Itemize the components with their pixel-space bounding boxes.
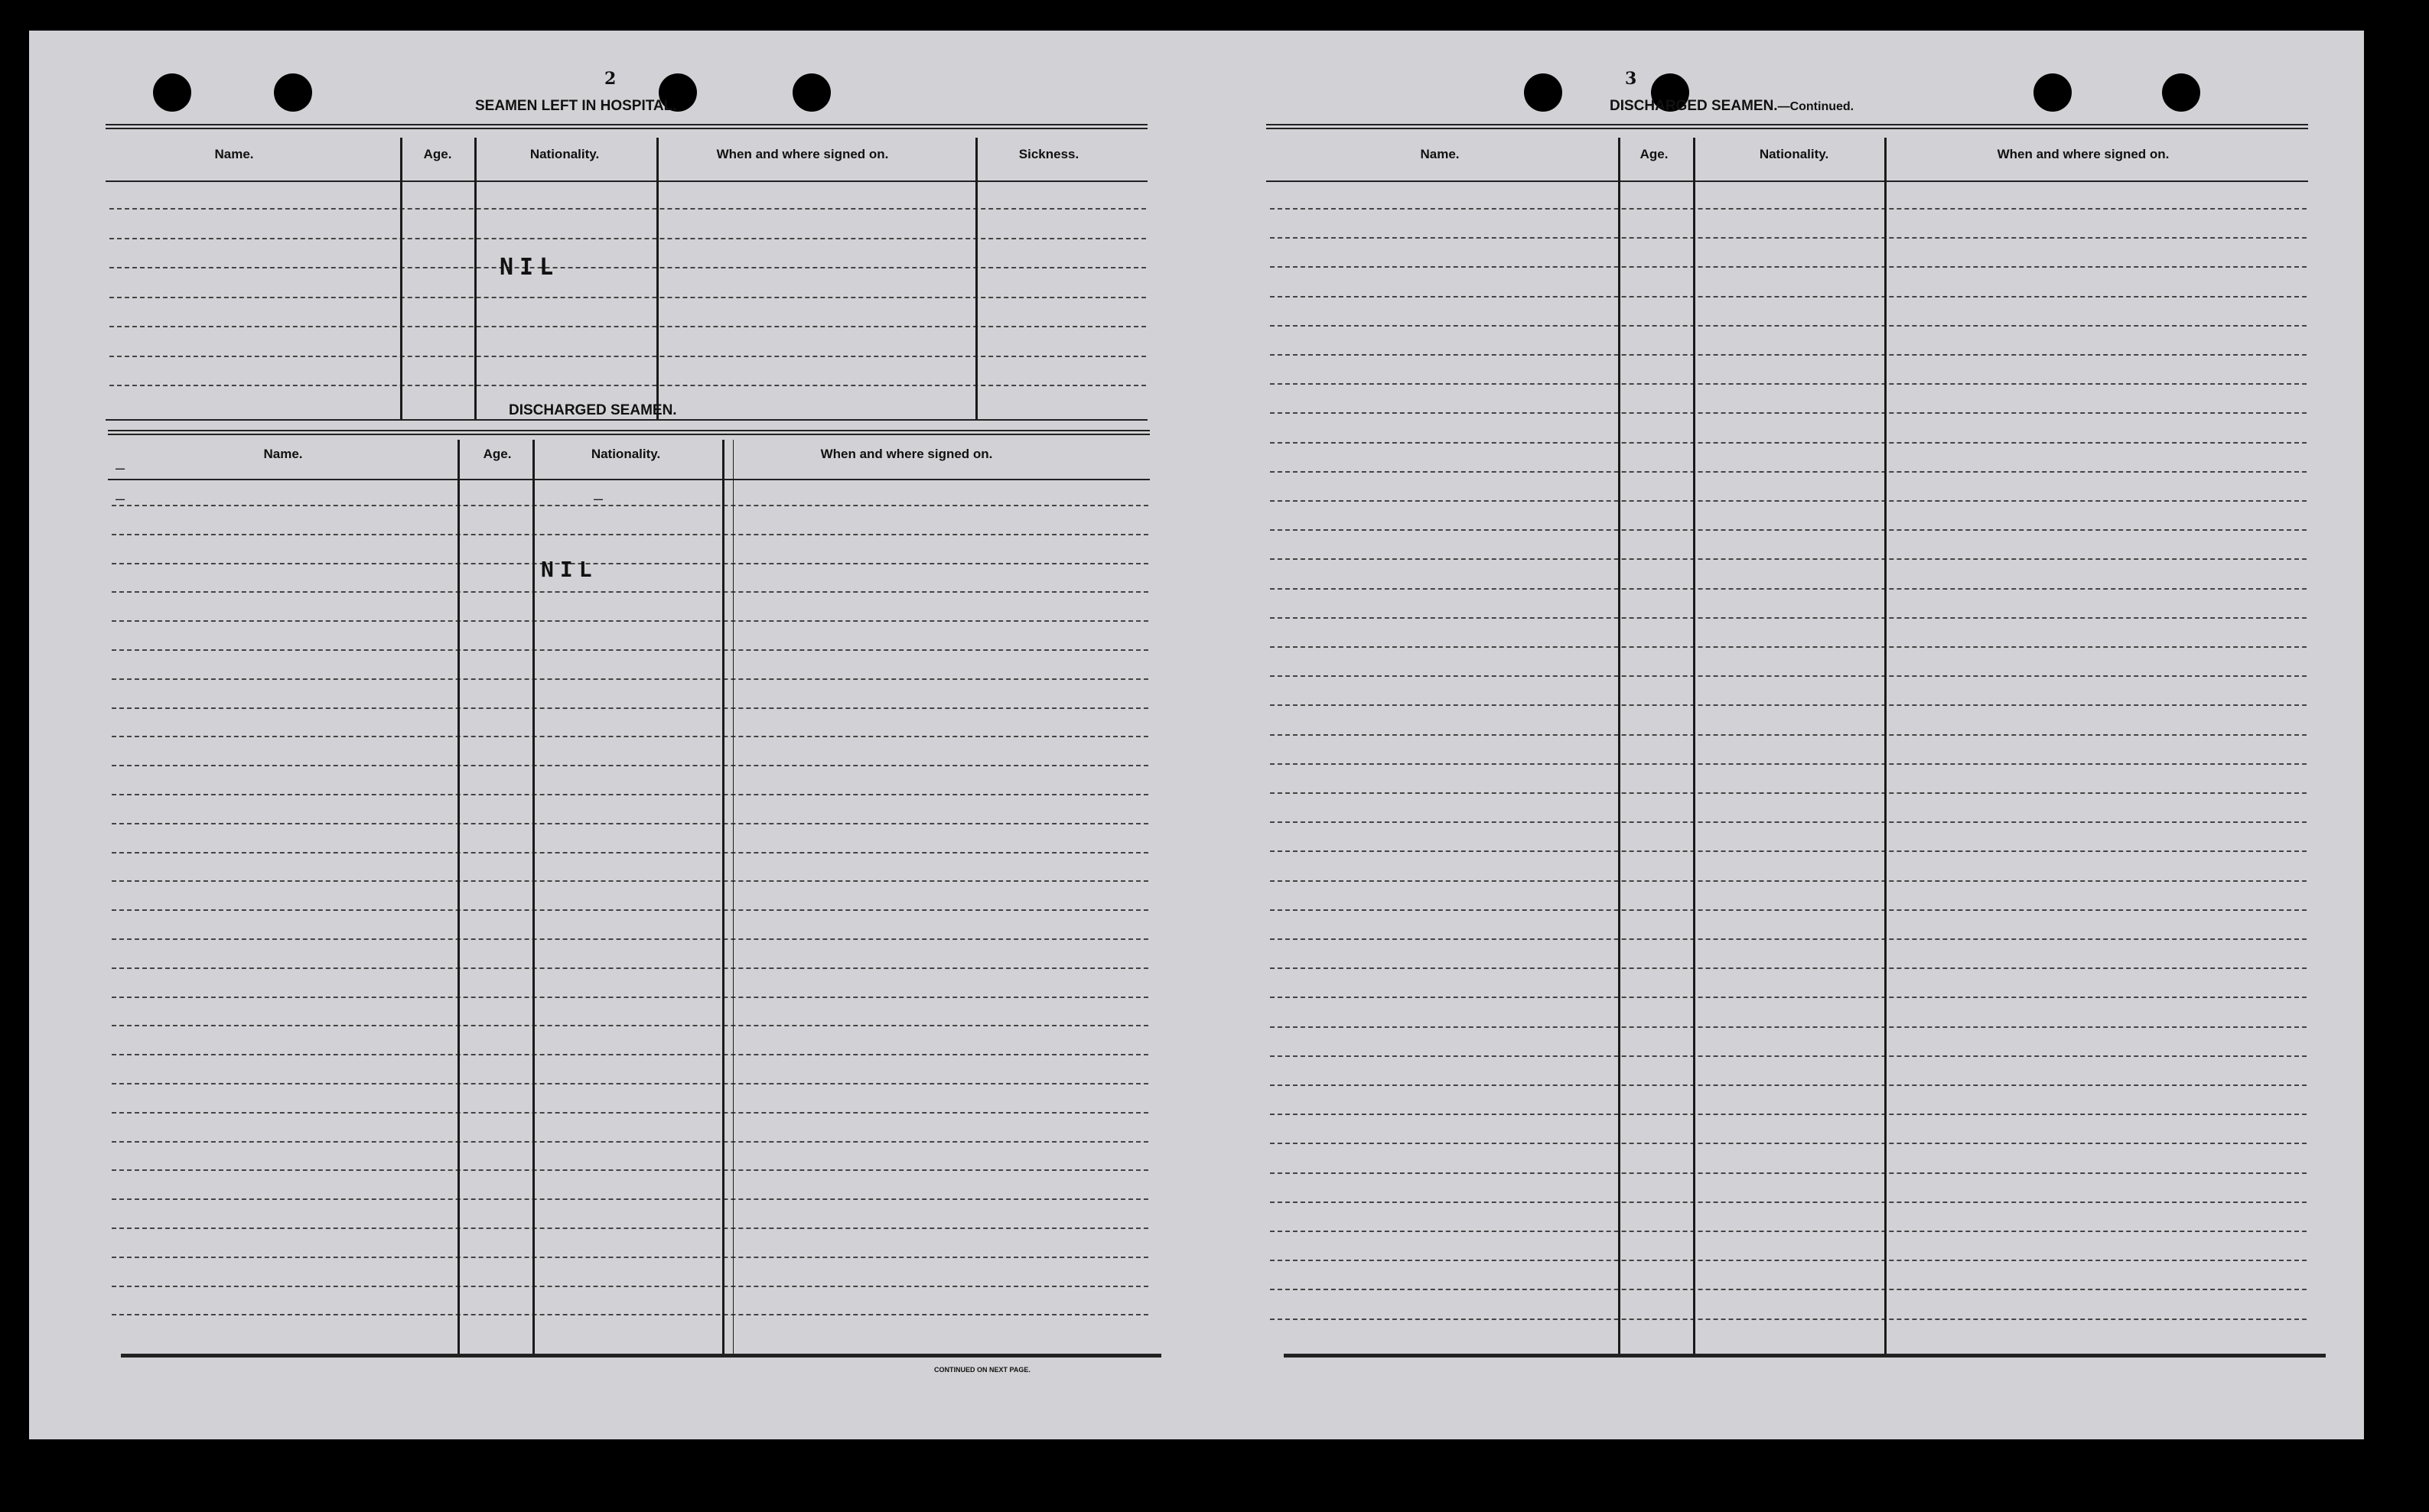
ruled-line (1270, 558, 2307, 560)
ruled-line (109, 326, 1146, 327)
header-rule (1266, 180, 2308, 182)
table-bottom-rule (1284, 1354, 2326, 1358)
ruled-line (112, 823, 1148, 824)
column-header-age: Age. (423, 147, 452, 161)
ruled-line (1270, 821, 2307, 823)
ruled-line (1270, 1114, 2307, 1115)
ruled-line (1270, 442, 2307, 444)
ruled-line (112, 591, 1148, 593)
header-rule (108, 479, 1150, 480)
ruled-line (1270, 938, 2307, 940)
column-divider (975, 138, 978, 421)
column-divider (532, 440, 535, 1354)
header-rule (106, 180, 1148, 182)
ruled-line (112, 1112, 1148, 1114)
column-divider (1884, 138, 1887, 1354)
column-divider (474, 138, 477, 421)
column-header-age: Age. (1639, 147, 1669, 161)
column-header-name: Name. (263, 447, 303, 461)
ruled-line (1270, 325, 2307, 327)
ruled-line (1270, 500, 2307, 502)
blank-mark: – (116, 459, 125, 477)
ruled-line (112, 1054, 1148, 1055)
punch-hole (2033, 73, 2072, 112)
column-divider (656, 138, 659, 421)
ruled-line (112, 1025, 1148, 1026)
column-divider (1693, 138, 1695, 1354)
ruled-line (1270, 1260, 2307, 1261)
ruled-line (1270, 734, 2307, 736)
ruled-line (1270, 412, 2307, 414)
ruled-line (112, 1169, 1148, 1171)
ruled-line (112, 938, 1148, 940)
column-divider (1618, 138, 1620, 1354)
ruled-line (1270, 909, 2307, 911)
blank-mark: – (594, 489, 604, 508)
column-header-nationality: Nationality. (591, 447, 661, 461)
punch-hole (2162, 73, 2200, 112)
ruled-line (112, 794, 1148, 795)
column-header-signed-on: When and where signed on. (820, 447, 993, 461)
ruled-line (112, 880, 1148, 882)
punch-hole (1524, 73, 1562, 112)
ruled-line (112, 1198, 1148, 1200)
ruled-line (1270, 1084, 2307, 1086)
table-top-rule (106, 124, 1148, 129)
column-header-name: Name. (214, 147, 254, 161)
section-rule (106, 419, 1148, 421)
ruled-line (109, 238, 1146, 239)
column-header-signed-on: When and where signed on. (1997, 147, 2170, 161)
ruled-line (112, 967, 1148, 969)
ruled-line (1270, 850, 2307, 852)
punch-hole (793, 73, 831, 112)
punch-hole (274, 73, 312, 112)
document-sheet (29, 31, 2364, 1439)
table-top-rule (1266, 124, 2308, 129)
ruled-line (112, 563, 1148, 564)
title-main: DISCHARGED SEAMEN. (1610, 98, 1778, 114)
ruled-line (112, 1314, 1148, 1315)
ruled-line (1270, 354, 2307, 356)
ruled-line (1270, 675, 2307, 677)
continued-note: CONTINUED ON NEXT PAGE. (934, 1366, 1031, 1374)
discharged-continued-title (1610, 98, 1854, 115)
table-top-rule (108, 430, 1150, 435)
punch-hole (153, 73, 191, 112)
discharged-nil-entry: NIL (541, 557, 598, 582)
ruled-line (112, 1083, 1148, 1084)
ruled-line (1270, 266, 2307, 268)
ruled-line (112, 678, 1148, 680)
ruled-line (112, 1227, 1148, 1229)
ruled-line (1270, 1201, 2307, 1203)
ruled-line (1270, 997, 2307, 998)
column-header-signed-on: When and where signed on. (716, 147, 889, 161)
column-divider (722, 440, 724, 1354)
ruled-line (1270, 880, 2307, 882)
ruled-line (1270, 1319, 2307, 1320)
hospital-section-title: SEAMEN LEFT IN HOSPITAL. (475, 98, 677, 114)
column-divider (457, 440, 460, 1354)
ruled-line (109, 267, 1146, 268)
ruled-line (112, 1141, 1148, 1143)
ruled-line (112, 534, 1148, 535)
ruled-line (112, 736, 1148, 737)
ruled-line (1270, 529, 2307, 531)
ruled-line (109, 208, 1146, 210)
ruled-line (1270, 1026, 2307, 1028)
ruled-line (112, 852, 1148, 854)
table-bottom-rule (121, 1354, 1161, 1358)
ruled-line (112, 909, 1148, 911)
hospital-nil-entry: NIL (500, 254, 560, 281)
page-number: 2 (604, 69, 617, 89)
ruled-line (112, 707, 1148, 709)
ruled-line (1270, 763, 2307, 765)
ruled-line (1270, 1231, 2307, 1232)
ruled-line (112, 1286, 1148, 1287)
column-divider (733, 440, 734, 1354)
ruled-line (1270, 1055, 2307, 1057)
ruled-line (1270, 471, 2307, 473)
page-number: 3 (1625, 69, 1637, 89)
column-header-age: Age. (483, 447, 512, 461)
ruled-line (109, 297, 1146, 298)
ruled-line (1270, 296, 2307, 298)
ruled-line (112, 765, 1148, 766)
title-sub: —Continued. (1777, 100, 1854, 113)
ruled-line (1270, 1172, 2307, 1174)
discharged-section-title: DISCHARGED SEAMEN. (509, 402, 677, 418)
ruled-line (1270, 1143, 2307, 1144)
ruled-line (112, 505, 1148, 506)
ruled-line (112, 997, 1148, 998)
column-header-nationality: Nationality. (529, 147, 600, 161)
ruled-line (109, 356, 1146, 357)
ruled-line (1270, 646, 2307, 648)
ruled-line (1270, 967, 2307, 969)
ruled-line (112, 649, 1148, 651)
ruled-line (109, 385, 1146, 386)
ruled-line (112, 1257, 1148, 1258)
ruled-line (1270, 1289, 2307, 1290)
blank-mark: – (116, 489, 125, 508)
ruled-line (1270, 792, 2307, 794)
ruled-line (1270, 704, 2307, 706)
column-header-sickness: Sickness. (1018, 147, 1079, 161)
ruled-line (1270, 617, 2307, 619)
column-header-name: Name. (1420, 147, 1460, 161)
column-divider (400, 138, 402, 421)
ruled-line (1270, 237, 2307, 239)
column-header-nationality: Nationality. (1759, 147, 1829, 161)
ruled-line (1270, 383, 2307, 385)
ruled-line (112, 620, 1148, 622)
ruled-line (1270, 588, 2307, 590)
ruled-line (1270, 208, 2307, 210)
